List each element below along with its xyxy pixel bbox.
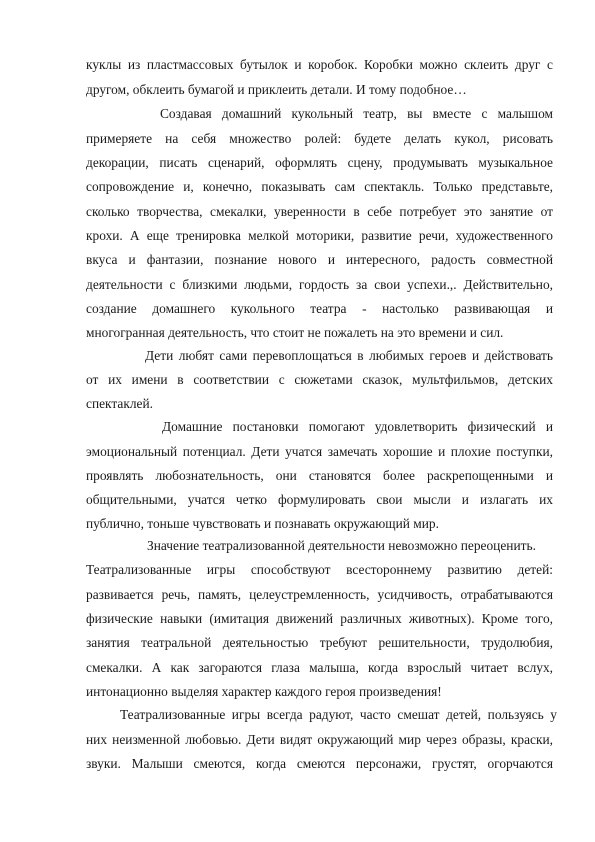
text-line: многогранная деятельность, что стоит не пожалеть на это времени и сил.: [86, 325, 504, 340]
text-line: крохи. А еще тренировка мелкой моторики, развитие речи, художественного: [86, 228, 553, 243]
paragraph-first-line: Значение театрализованной деятельности невозможно переоценить.: [147, 538, 536, 553]
paragraph-first-line: Домашние постановки помогают удовлетворить физический и: [162, 419, 553, 434]
text-line: проявлять любознательность, они становятся более раскрепощенными и: [86, 468, 553, 483]
text-line: интонационно выделяя характер каждого героя произведения!: [86, 684, 442, 699]
text-line: сколько творчества, смекалки, уверенности в себе потребует это занятие от: [86, 204, 553, 219]
text-line: общительными, учатся четко формулировать свои мысли и излагать их: [86, 492, 553, 507]
text-line: смекалки. А как загораются глаза малыша, когда взрослый читает вслух,: [86, 660, 553, 675]
text-line: физические навыки (имитация движений различных животных). Кроме того,: [86, 611, 553, 626]
text-line: создание домашнего кукольного театра - настолько развивающая и: [86, 301, 553, 316]
text-line: спектаклей.: [86, 396, 153, 411]
text-line: эмоциональный потенциал. Дети учатся замечать хорошие и плохие поступки,: [86, 444, 553, 459]
text-line: от их имени в соответствии с сюжетами сказок, мультфильмов, детских: [86, 372, 553, 387]
text-line: куклы из пластмассовых бутылок и коробок. Коробки можно склеить друг с: [86, 57, 553, 72]
text-line: примеряете на себя множество ролей: будете делать кукол, рисовать: [86, 131, 553, 146]
paragraph-first-line: Создавая домашний кукольный театр, вы вместе с малышом: [160, 106, 553, 121]
text-line: сопровождение и, конечно, показывать сам спектакль. Только представьте,: [86, 179, 553, 194]
text-line: Театрализованные игры способствуют всестороннему развитию детей:: [86, 562, 553, 577]
text-line: развивается речь, память, целеустремленность, усидчивость, отрабатываются: [86, 587, 553, 602]
text-line: декорации, писать сценарий, оформлять сцену, продумывать музыкальное: [86, 155, 553, 170]
text-line: публично, тоньше чувствовать и познавать окружающий мир.: [86, 516, 439, 531]
text-line: другом, обклеить бумагой и приклеить детали. И тому подобное…: [86, 82, 467, 97]
text-line: звуки. Малыши смеются, когда смеются персонажи, грустят, огорчаются: [86, 756, 553, 771]
text-line: занятия театральной деятельностью требуют решительности, трудолюбия,: [86, 635, 553, 650]
paragraph-first-line: Дети любят сами перевоплощаться в любимых героев и действовать: [145, 348, 553, 363]
paragraph-first-line: Театрализованные игры всегда радуют, часто смешат детей, пользуясь у: [120, 707, 557, 722]
text-line: них неизменной любовью. Дети видят окружающий мир через образы, краски,: [86, 732, 553, 747]
text-line: вкуса и фантазии, познание нового и интересного, радость совместной: [86, 252, 553, 267]
text-line: деятельности с близкими людьми, гордость за свои успехи.,. Действительно,: [86, 277, 553, 292]
